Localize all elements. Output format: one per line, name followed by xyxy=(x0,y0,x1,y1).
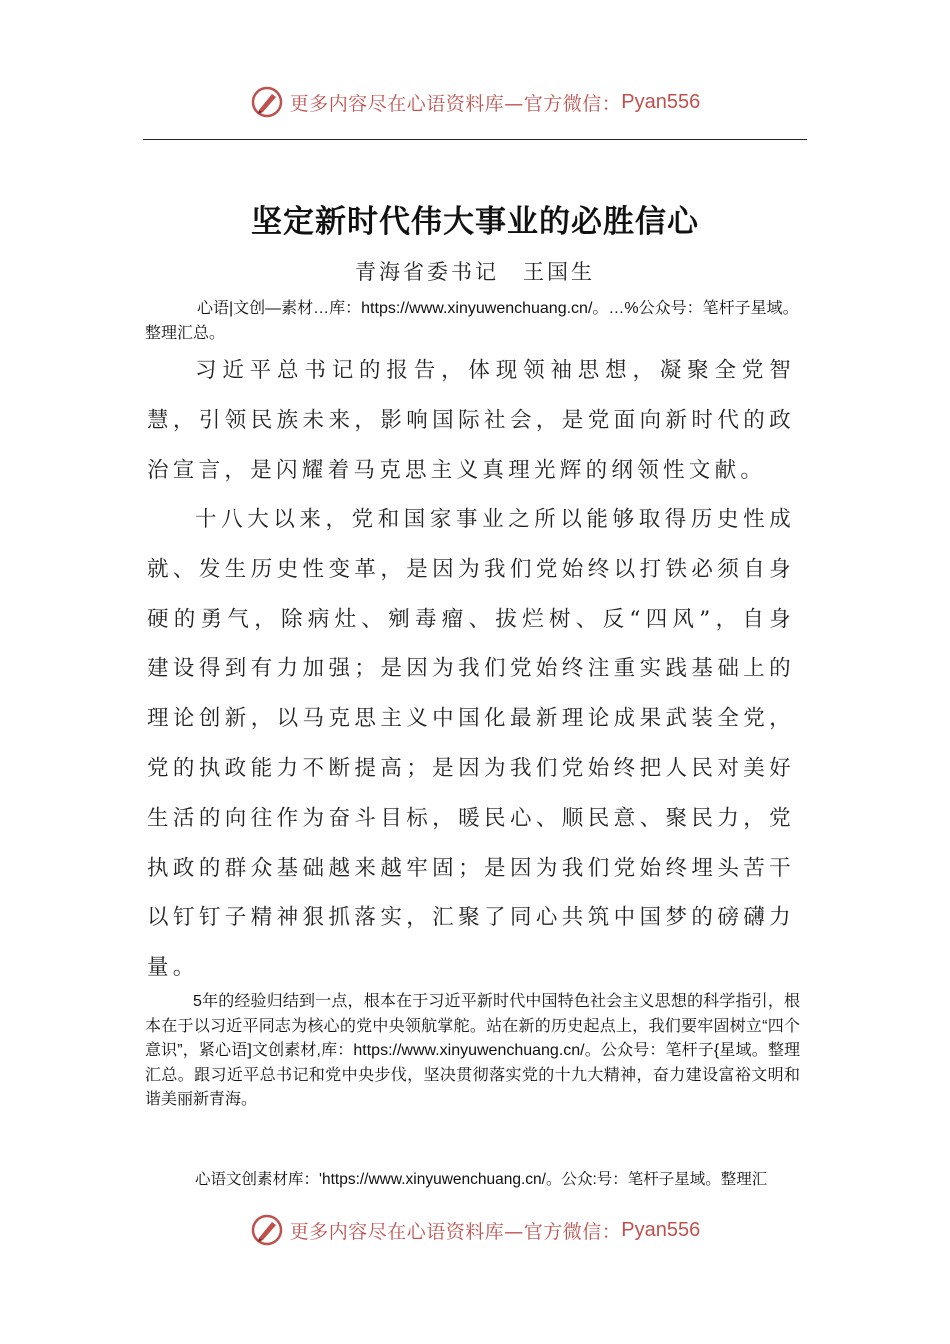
source-note-top: 心语|文创—素材…库：https://www.xinyuwenchuang.cn/。…%公众号：笔杆子星域。整理汇总。 xyxy=(145,300,799,342)
header-banner xyxy=(0,82,950,122)
body-paragraph: 十八大以来，党和国家事业之所以能够取得历史性成就、发生历史性变革，是因为我们党始终以打铁必须自身硬的勇气，除病灶、剜毒瘤、拔烂树、反“四风”，自身建设得到有力加强；是因为我们党始终注重实践基础上的理论创新，以马克思主义中国化最新理论成果武装全党，党的执政能力不断提高；是因为我们党始终把人民对美好生活的向往作为奋斗目标，暖民心、顺民意、聚民力，党执政的群众基础越来越牢固；是因为我们党始终埋头苦干以钉钉子精神狠抓落实，汇聚了同心共筑中国梦的磅礴力量。 xyxy=(147,507,795,981)
source-note-middle: 5年的经验归结到一点，根本在于习近平新时代中国特色社会主义思想的科学指引，根本在于以习近平同志为核心的党中央领航掌舵。站在新的历史起点上，我们要牢固树立“四个意识”，紧心语]文创素材,库：https://www.xinyuwenchuang.cn/。公众号：笔杆子{星域。整理汇总。跟习近平总书记和党中央步伐，坚决贯彻落实党的十九大精神，奋力建设富裕文明和谐美丽新青海。 xyxy=(145,993,800,1108)
banner-wechat-id: Pyan556 xyxy=(621,90,701,113)
banner-wechat-id: Pyan556 xyxy=(621,1218,701,1241)
pen-logo-icon xyxy=(250,1213,284,1247)
document-title: 坚定新时代伟大事业的必胜信心 xyxy=(251,204,699,240)
banner-text: 更多内容尽在心语资料库—官方微信： xyxy=(289,92,622,115)
pen-logo-icon xyxy=(250,85,284,119)
document-author: 青海省委书记 王国生 xyxy=(355,260,595,284)
header-divider xyxy=(143,139,807,140)
footer-banner xyxy=(0,1210,950,1250)
footer-note: 心语文创素材库：'https://www.xinyuwenchuang.cn/。公众:号：笔杆子星域。整理汇 xyxy=(195,1171,768,1188)
body-paragraph: 习近平总书记的报告，体现领袖思想，凝聚全党智慧，引领民族未来，影响国际社会，是党面向新时代的政治宣言，是闪耀着马克思主义真理光辉的纲领性文献。 xyxy=(147,358,795,483)
banner-text: 更多内容尽在心语资料库—官方微信： xyxy=(289,1220,622,1243)
